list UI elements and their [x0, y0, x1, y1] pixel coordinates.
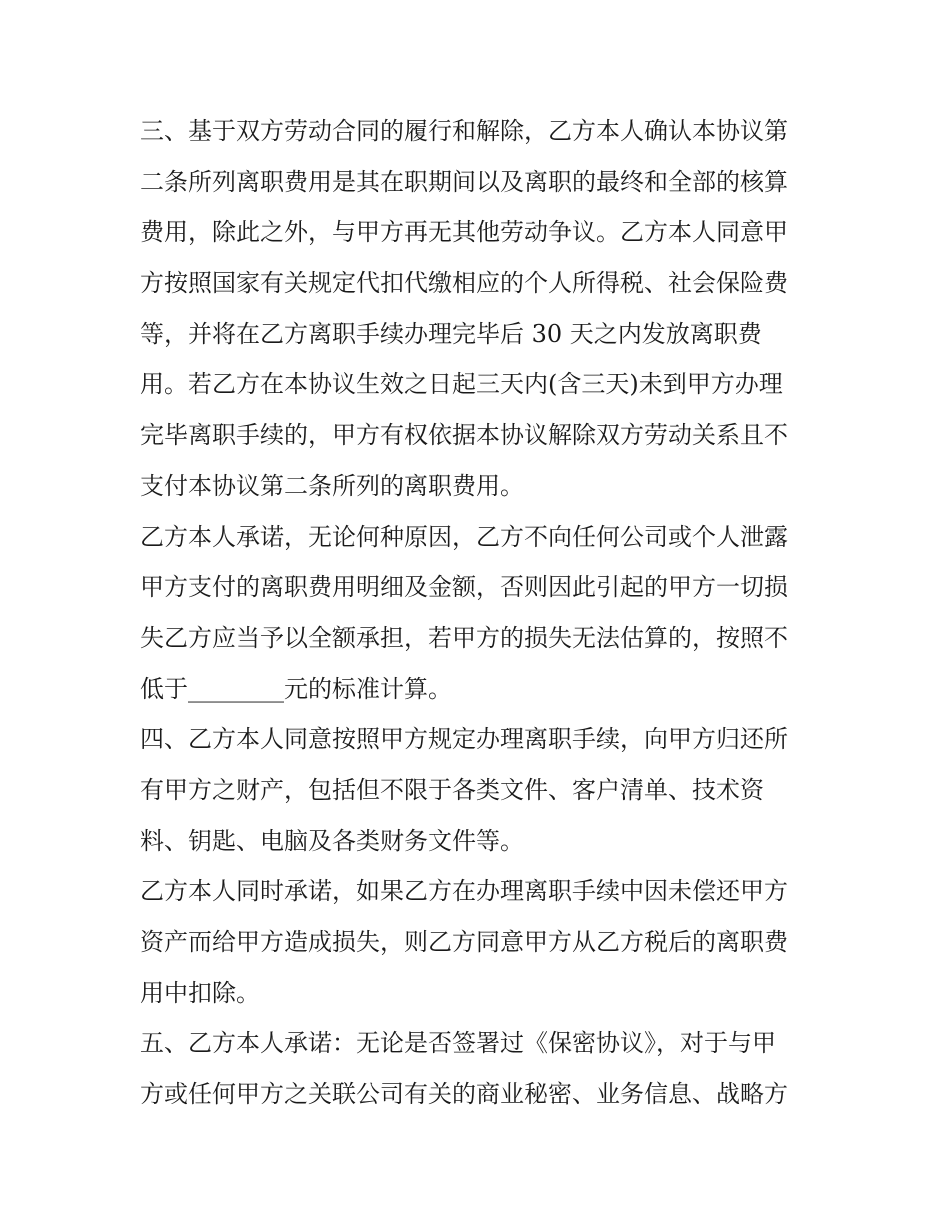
- text-line: 五、乙方本人承诺：无论是否签署过《保密协议》，对于与甲: [140, 1029, 776, 1058]
- text-line: 方或任何甲方之关联公司有关的商业秘密、业务信息、战略方: [140, 1080, 788, 1109]
- text-line: 乙方本人承诺，无论何种原因，乙方不向任何公司或个人泄露: [140, 522, 788, 551]
- text-line: 甲方支付的离职费用明细及金额，否则因此引起的甲方一切损: [140, 573, 788, 602]
- text-line: 等，并将在乙方离职手续办理完毕后 30 天之内发放离职费: [140, 319, 762, 348]
- text-line: 有甲方之财产，包括但不限于各类文件、客户清单、技术资: [140, 775, 764, 804]
- text-line: 料、钥匙、电脑及各类财务文件等。: [140, 826, 524, 855]
- text-line: 用中扣除。: [140, 978, 260, 1007]
- text-line: 用。若乙方在本协议生效之日起三天内(含三天)未到甲方办理: [140, 370, 783, 399]
- text-line: 低于________元的标准计算。: [140, 674, 452, 703]
- text-line: 四、乙方本人同意按照甲方规定办理离职手续，向甲方归还所: [140, 725, 788, 754]
- document-body: [140, 106, 820, 1120]
- text-line: 费用，除此之外，与甲方再无其他劳动争议。乙方本人同意甲: [140, 218, 788, 247]
- text-line: 二条所列离职费用是其在职期间以及离职的最终和全部的核算: [140, 167, 788, 196]
- text-line: 资产而给甲方造成损失，则乙方同意甲方从乙方税后的离职费: [140, 928, 788, 956]
- text-line: 失乙方应当予以全额承担，若甲方的损失无法估算的，按照不: [140, 623, 788, 652]
- text-line: 支付本协议第二条所列的离职费用。: [140, 471, 524, 500]
- text-line: 方按照国家有关规定代扣代缴相应的个人所得税、社会保险费: [140, 269, 788, 298]
- text-line: 三、基于双方劳动合同的履行和解除，乙方本人确认本协议第: [140, 117, 788, 145]
- text-line: 乙方本人同时承诺，如果乙方在办理离职手续中因未偿还甲方: [140, 877, 788, 906]
- text-line: 完毕离职手续的，甲方有权依据本协议解除双方劳动关系且不: [140, 421, 788, 450]
